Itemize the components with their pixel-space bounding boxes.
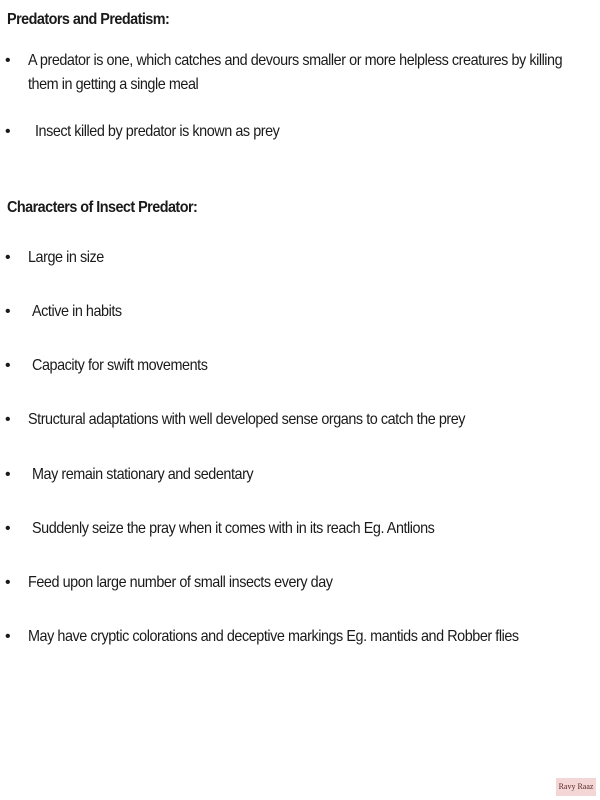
bullet-icon: •: [5, 249, 11, 266]
list-item: [0, 246, 600, 270]
bullet-icon: •: [5, 303, 11, 320]
list-item: [0, 571, 600, 595]
bullet-icon: •: [5, 123, 11, 140]
list-item: [0, 625, 600, 649]
bullet-text: Capacity for swift movements: [32, 357, 208, 374]
bullet-text: Active in habits: [32, 303, 122, 320]
list-item: [0, 354, 600, 378]
list-item: [0, 120, 600, 144]
bullet-text: May have cryptic colorations and deceptive markings Eg. mantids and Robber flies: [28, 628, 519, 645]
list-item: [0, 300, 600, 324]
bullet-icon: •: [5, 574, 11, 591]
bullet-text: Feed upon large number of small insects every day: [28, 574, 333, 591]
bullet-icon: •: [5, 628, 11, 645]
bullet-icon: •: [5, 411, 11, 428]
bullet-icon: •: [5, 466, 11, 483]
bullet-icon: •: [5, 52, 11, 69]
list-item: [0, 49, 600, 97]
bullet-icon: •: [5, 520, 11, 537]
section-heading-characters: Characters of Insect Predator:: [7, 199, 198, 216]
bullet-text: Large in size: [28, 249, 104, 266]
list-item: [0, 517, 600, 541]
bullet-text: A predator is one, which catches and devours smaller or more helpless creatures by killing: [28, 52, 563, 69]
bullet-text-continued: them in getting a single meal: [28, 76, 199, 93]
section-heading-predators: Predators and Predatism:: [7, 11, 170, 28]
list-item: [0, 408, 600, 432]
bullet-icon: •: [5, 357, 11, 374]
watermark-stamp: Ravy Raaz: [556, 778, 596, 796]
bullet-text: Insect killed by predator is known as prey: [35, 123, 280, 140]
bullet-text: Suddenly seize the pray when it comes with in its reach Eg. Antlions: [32, 520, 435, 537]
list-item: [0, 463, 600, 487]
bullet-text: May remain stationary and sedentary: [32, 466, 254, 483]
bullet-text: Structural adaptations with well developed sense organs to catch the prey: [28, 411, 466, 428]
